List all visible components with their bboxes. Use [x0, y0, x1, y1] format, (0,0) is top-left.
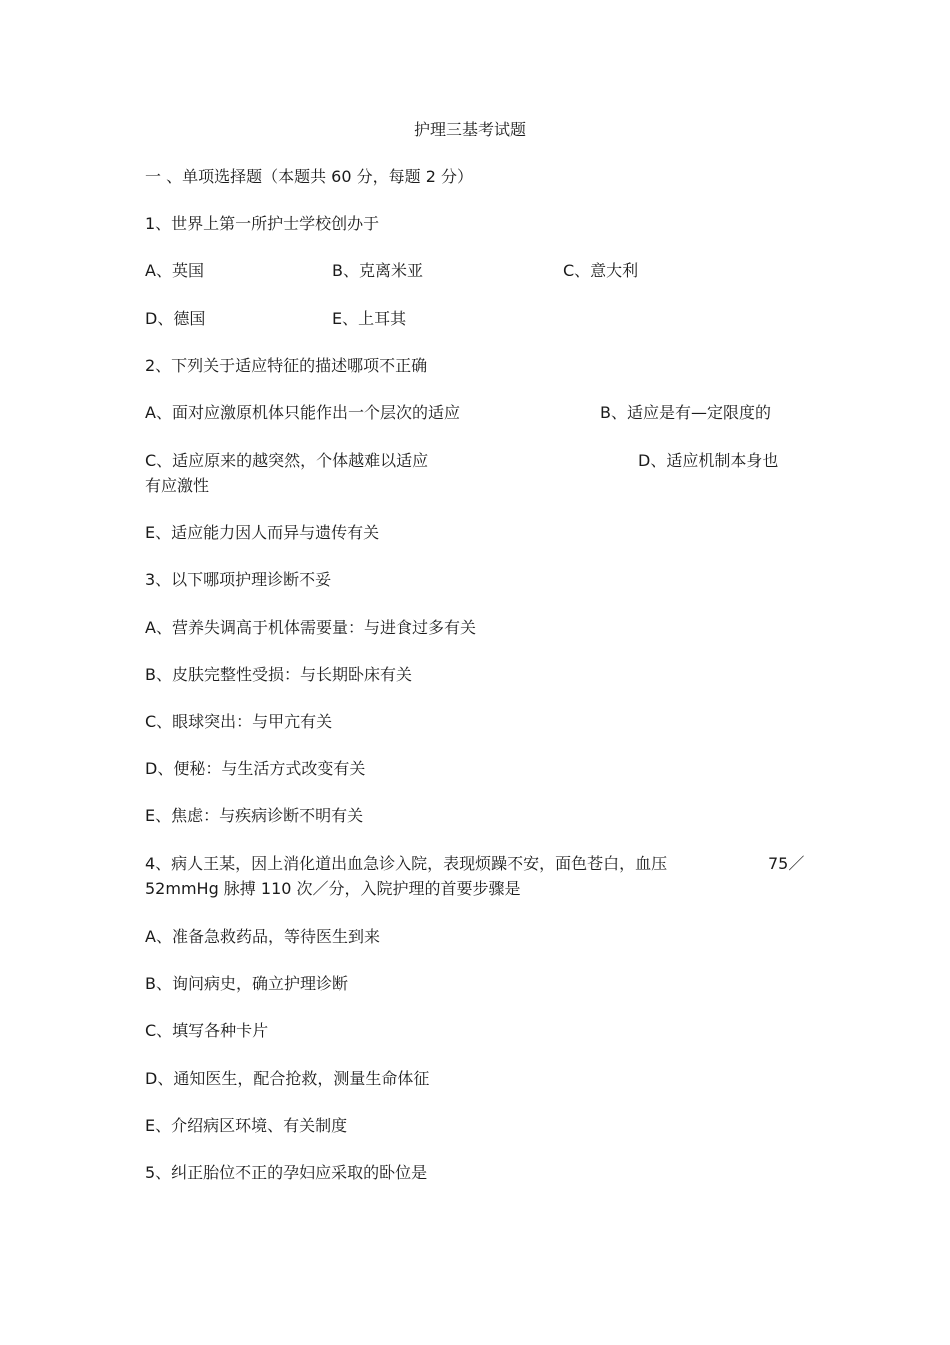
q4-option-a: A、准备急救药品，等待医生到来 — [145, 927, 380, 946]
q1-option-d: D、德国 — [145, 309, 206, 328]
q3-option-a: A、营养失调高于机体需要量：与进食过多有关 — [145, 618, 476, 637]
q3-option-c: C、眼球突出：与甲亢有关 — [145, 712, 333, 731]
q4-option-d: D、通知医生，配合抢救，测量生命体征 — [145, 1069, 430, 1088]
page-title: 护理三基考试题 — [413, 120, 526, 139]
question-5-stem: 5、纠正胎位不正的孕妇应采取的卧位是 — [145, 1163, 428, 1182]
q3-option-e: E、焦虑：与疾病诊断不明有关 — [145, 806, 364, 825]
q2-option-c: C、适应原来的越突然，个体越难以适应 — [145, 451, 429, 470]
q2-option-e: E、适应能力因人而异与遗传有关 — [145, 523, 380, 542]
q2-option-d: D、适应机制本身也 — [638, 451, 779, 470]
q2-option-a: A、面对应激原机体只能作出一个层次的适应 — [145, 403, 460, 422]
section-heading: 一 、单项选择题（本题共 60 分，每题 2 分） — [145, 167, 473, 186]
question-1-stem: 1、世界上第一所护士学校创办于 — [145, 214, 380, 233]
q4-option-e: E、介绍病区环境、有关制度 — [145, 1116, 348, 1135]
q3-option-d: D、便秘：与生活方式改变有关 — [145, 759, 366, 778]
q3-option-b: B、皮肤完整性受损：与长期卧床有关 — [145, 665, 412, 684]
q4-option-b: B、询问病史，确立护理诊断 — [145, 974, 348, 993]
question-2-stem: 2、下列关于适应特征的描述哪项不正确 — [145, 356, 428, 375]
question-4-stem-line1-end: 75／ — [768, 854, 805, 873]
q2-option-b: B、适应是有—定限度的 — [600, 403, 771, 422]
q1-option-c: C、意大利 — [563, 261, 639, 280]
q2-option-d-continued: 有应激性 — [145, 476, 210, 495]
q4-option-c: C、填写各种卡片 — [145, 1021, 269, 1040]
q1-option-e: E、上耳其 — [332, 309, 407, 328]
q1-option-b: B、克离米亚 — [332, 261, 423, 280]
question-3-stem: 3、以下哪项护理诊断不妥 — [145, 570, 332, 589]
question-4-stem-line2: 52mmHg 脉搏 110 次／分，入院护理的首要步骤是 — [145, 879, 521, 898]
question-4-stem-line1: 4、病人王某，因上消化道出血急诊入院，表现烦躁不安，面色苍白，血压 — [145, 854, 668, 873]
q1-option-a: A、英国 — [145, 261, 204, 280]
